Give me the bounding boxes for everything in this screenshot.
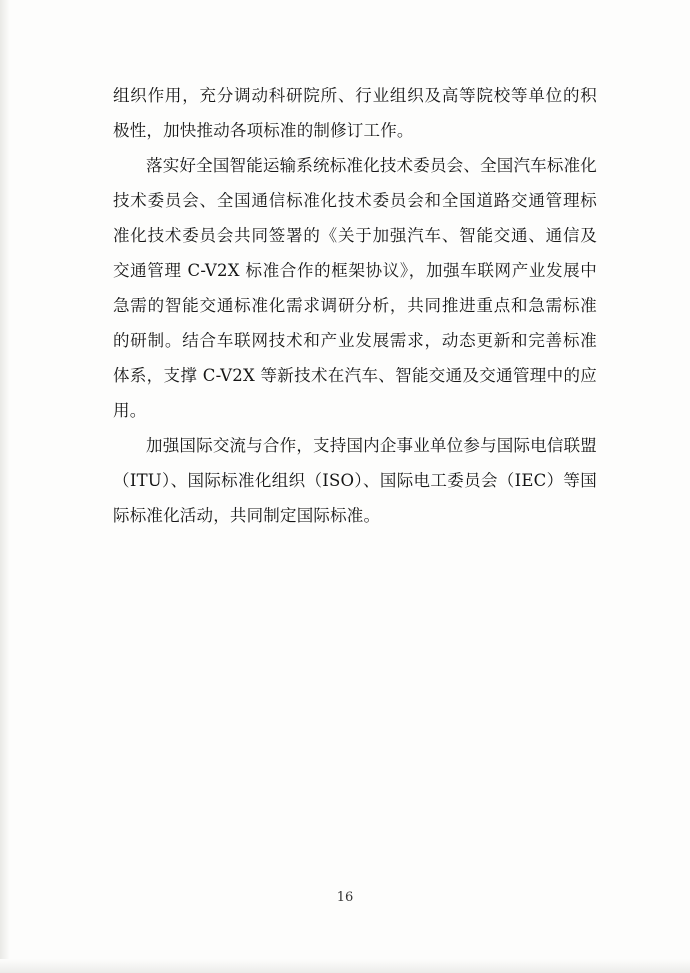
page-number: 16	[336, 890, 354, 905]
page-edge-shadow-bottom	[0, 959, 690, 973]
page-body-text	[113, 78, 597, 533]
paragraph-2: 落实好全国智能运输系统标准化技术委员会、全国汽车标准化技术委员会、全国通信标准化技术委员会和全国道路交通管理标准化技术委员会共同签署的《关于加强汽车、智能交通、通信及交通管理 C-V2X 标准合作的框架协议》，加强车联网产业发展中急需的智能交通标准化需求调研分析，共同推进重点和急需标准的研制。结合车联网技术和产业发展需求，动态更新和完善标准体系，支撑 C-V2X 等新技术在汽车、智能交通及交通管理中的应用。	[113, 156, 597, 420]
page-edge-shadow-left	[0, 0, 10, 973]
paragraph-1: 组织作用，充分调动科研院所、行业组织及高等院校等单位的积极性，加快推动各项标准的制修订工作。	[113, 86, 597, 140]
paragraph-3: 加强国际交流与合作，支持国内企事业单位参与国际电信联盟（ITU）、国际标准化组织（ISO）、国际电工委员会（IEC）等国际标准化活动，共同制定国际标准。	[113, 436, 597, 525]
